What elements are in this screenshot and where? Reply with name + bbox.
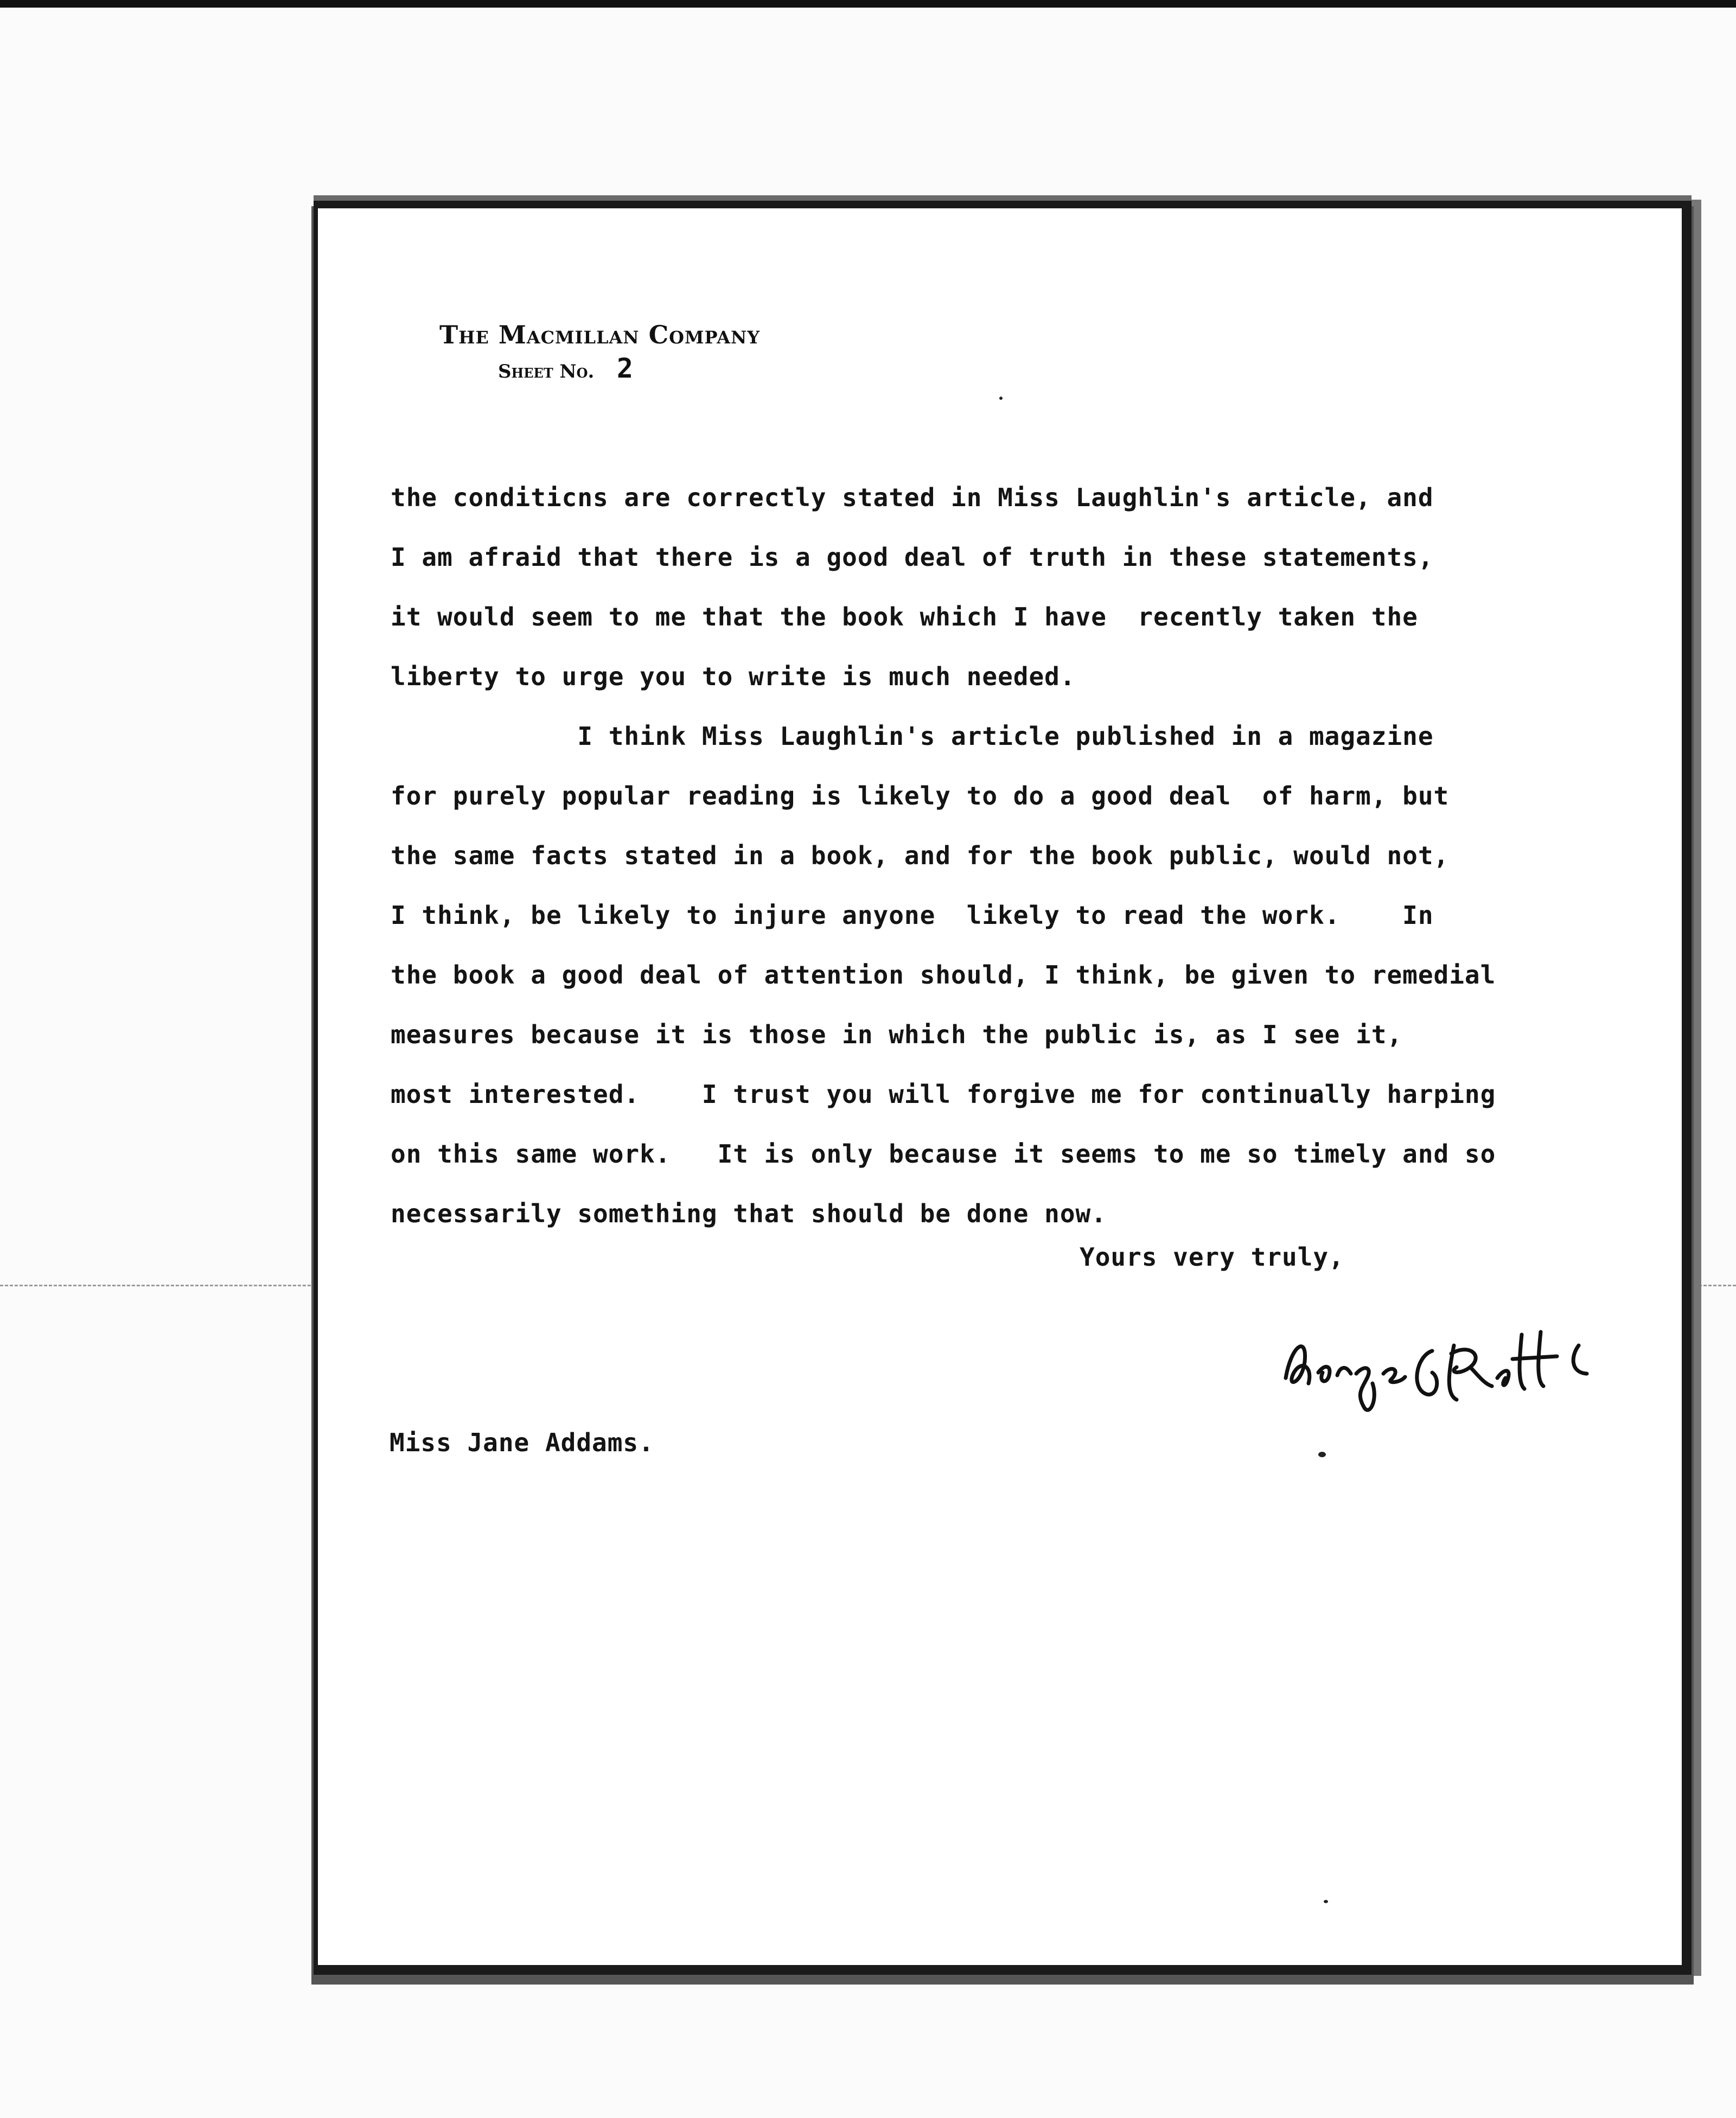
body-line: the conditicns are correctly stated in Miss Laughlin's article, and: [391, 483, 1434, 512]
ink-speck: [1324, 1900, 1328, 1903]
body-line: on this same work. It is only because it seems to me so timely and so: [391, 1139, 1496, 1169]
body-line: most interested. I trust you will forgive me for continually harping: [391, 1080, 1496, 1109]
body-line: I am afraid that there is a good deal of truth in these statements,: [391, 543, 1434, 572]
body-line: necessarily something that should be done now.: [391, 1199, 1107, 1228]
body-line: for purely popular reading is likely to do a good deal of harm, but: [391, 781, 1450, 811]
ink-speck: [1318, 1452, 1326, 1457]
body-line: measures because it is those in which the public is, as I see it,: [391, 1020, 1403, 1049]
letter-body: [391, 468, 1633, 1243]
handwritten-signature: [1275, 1313, 1622, 1421]
ink-speck: [999, 397, 1003, 400]
sheet-number: 2: [616, 353, 634, 384]
letterhead: [439, 320, 760, 384]
company-name: The Macmillan Company: [439, 320, 761, 349]
scan-top-edge: [0, 0, 1736, 8]
body-line: liberty to urge you to write is much needed.: [391, 662, 1076, 691]
recipient: Miss Jane Addams.: [390, 1428, 654, 1457]
sheet-label: Sheet No.: [498, 361, 595, 382]
body-line: I think, be likely to injure anyone likely to read the work. In: [391, 901, 1434, 930]
body-line: it would seem to me that the book which I have recently taken the: [391, 602, 1418, 631]
body-line: I think Miss Laughlin's article published in a magazine: [391, 722, 1434, 751]
closing: Yours very truly,: [1080, 1242, 1344, 1272]
body-line: the same facts stated in a book, and for the book public, would not,: [391, 841, 1450, 870]
sheet-number-line: [498, 353, 760, 384]
body-line: the book a good deal of attention should, I think, be given to remedial: [391, 960, 1496, 990]
